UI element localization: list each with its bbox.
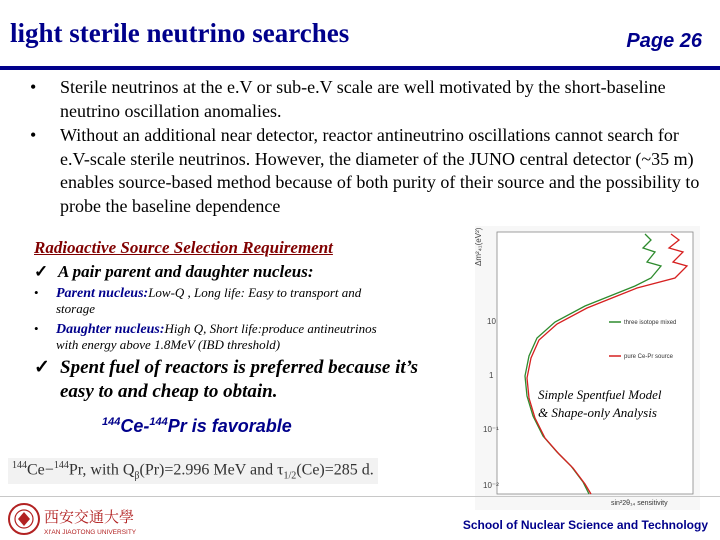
decay-formula — [8, 458, 378, 484]
slide-title: light sterile neutrino searches — [10, 18, 350, 48]
requirement-check-1 — [34, 262, 314, 282]
formula-sub: β — [134, 470, 140, 482]
logo-chinese: 西安交通大學 — [44, 508, 135, 526]
legend-entry: three isotope mixed — [624, 320, 677, 326]
title-divider — [0, 66, 720, 70]
formula-text: Ce — [27, 461, 45, 479]
section-heading: Radioactive Source Selection Requirement — [34, 238, 333, 257]
plot-frame — [497, 232, 693, 494]
daughter-label: Daughter nucleus: — [56, 322, 165, 337]
footer-divider — [0, 496, 720, 497]
y-tick-label: 10 — [487, 317, 496, 326]
formula-text: (Ce)=285 d. — [296, 461, 374, 479]
intro-bullets — [30, 76, 710, 219]
y-axis-label: Δm²₄₁(eV²) — [474, 227, 483, 266]
y-tick-label: 10⁻¹ — [483, 425, 499, 434]
mass-number: 144 — [12, 460, 27, 471]
mass-number: 144 — [53, 460, 69, 471]
y-tick-label: 10⁻² — [483, 481, 499, 490]
element-pr: Pr is favorable — [167, 416, 292, 436]
formula-text: Pr, with Q — [68, 461, 135, 479]
daughter-text-cont: with energy above 1.8MeV (IBD threshold) — [56, 337, 281, 352]
daughter-nucleus-item — [34, 321, 484, 352]
parent-label: Parent nucleus: — [56, 286, 149, 301]
plot-caption — [538, 386, 718, 422]
page-number: Page 26 — [626, 30, 702, 52]
checkmark-icon: ✓ — [34, 357, 50, 378]
parent-nucleus-item — [34, 285, 484, 316]
legend-entry: pure Ce-Pr source — [624, 354, 674, 360]
checkmark-icon: ✓ — [34, 262, 49, 281]
logo-english: XI'AN JIAOTONG UNIVERSITY — [44, 529, 137, 536]
daughter-text: High Q, Short life:produce antineutrinos — [164, 321, 377, 336]
parent-text: Low-Q , Long life: Easy to transport and — [148, 285, 362, 300]
spent-fuel-text-cont: easy to and cheap to obtain. — [60, 381, 278, 402]
bullet-dot-icon: • — [34, 321, 39, 336]
plot-caption-line: & Shape-only Analysis — [538, 405, 657, 420]
bullet-dot-icon: • — [34, 285, 39, 300]
school-name: School of Nuclear Science and Technology — [462, 518, 708, 532]
mass-number: 144 — [102, 416, 121, 428]
formula-text: (Pr)=2.996 MeV and τ — [139, 461, 284, 479]
formula-text: − — [44, 461, 54, 479]
element-ce: Ce- — [120, 416, 150, 436]
requirement-check-2 — [34, 356, 474, 404]
requirement-text: A pair parent and daughter nucleus: — [58, 262, 314, 281]
favorable-isotope — [102, 416, 292, 437]
bullet-item: • Sterile neutrinos at the e.V or sub-e.V scale are well motivated by the short-baseline neutrino oscillation anomalies. — [30, 76, 710, 123]
university-logo — [6, 500, 166, 538]
spent-fuel-text: Spent fuel of reactors is preferred because it’s — [60, 357, 418, 378]
parent-text-cont: storage — [56, 301, 95, 316]
seal-emblem-icon — [18, 512, 30, 526]
formula-sub: 1/2 — [283, 470, 297, 482]
plot-caption-line: Simple Spentfuel Model — [538, 387, 662, 402]
sensitivity-plot — [475, 226, 700, 510]
bullet-item: • Without an additional near detector, reactor antineutrino oscillations cannot search for e.V-scale sterile neutrinos. However, the diameter of the JUNO central detector (~35 m) enables source-based method because of both purity of their source and the possibility to probe the baseline dependence — [30, 124, 710, 218]
mass-number: 144 — [149, 416, 168, 428]
y-tick-label: 1 — [489, 371, 494, 380]
x-axis-label: sin²2θ₁₄ sensitivity — [611, 500, 668, 507]
